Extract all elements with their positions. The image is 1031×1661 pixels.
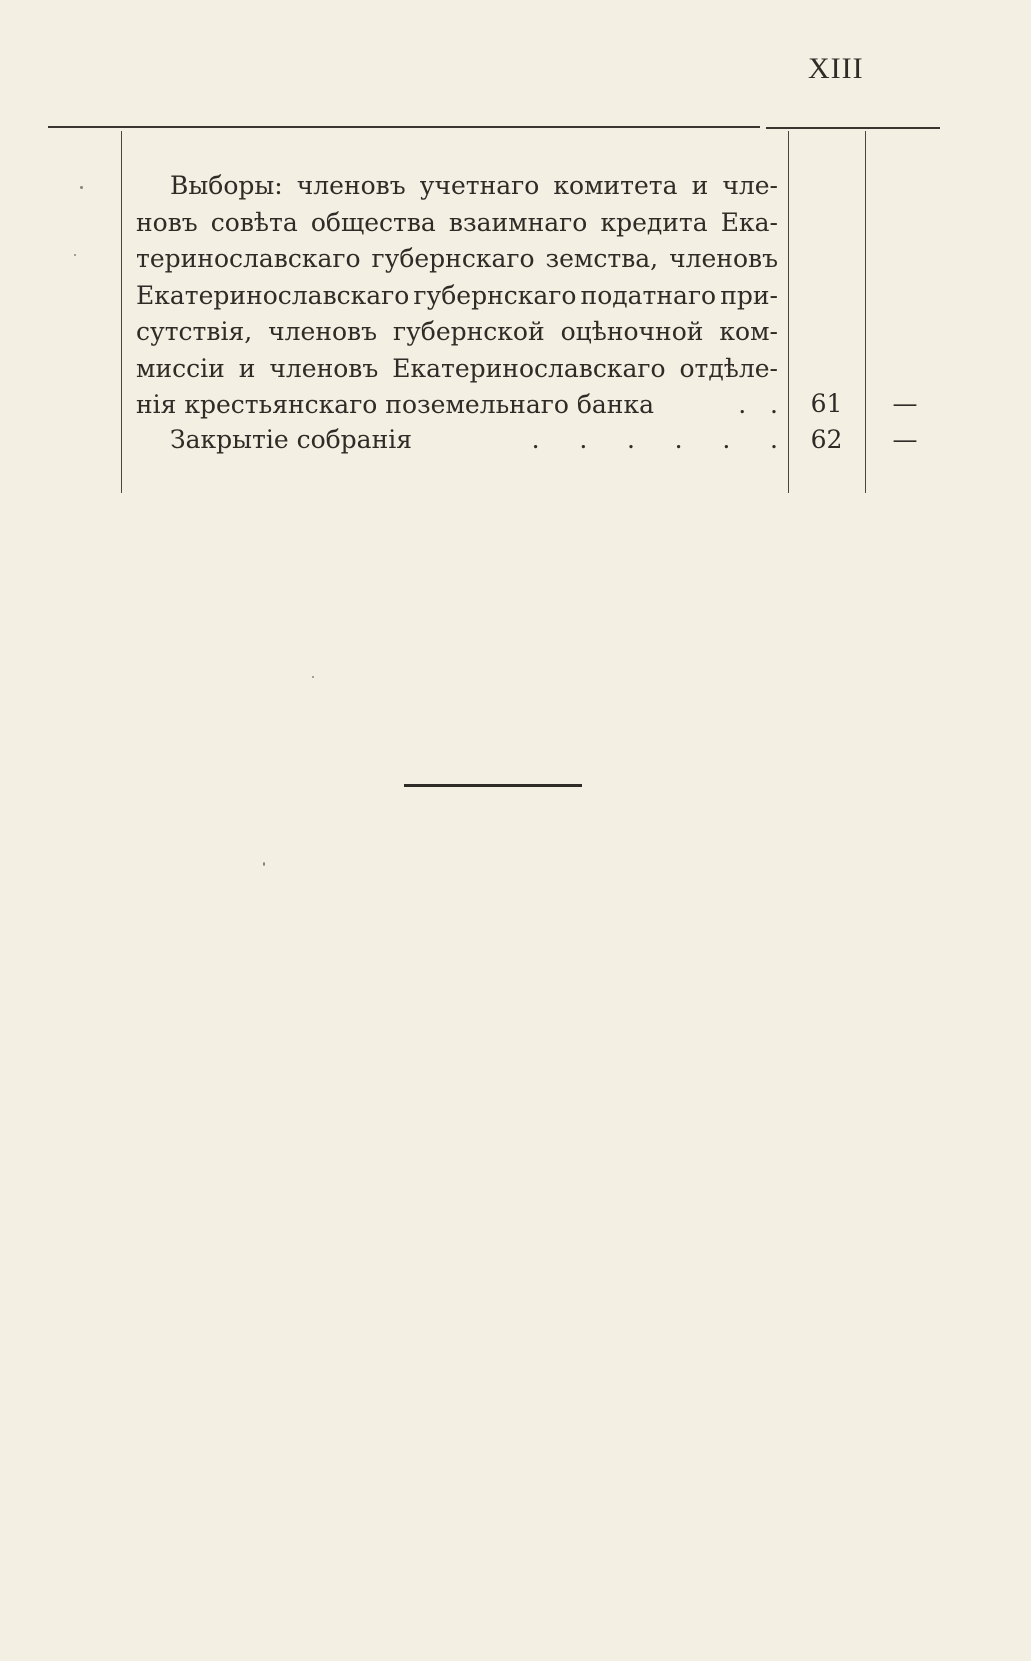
word: членовъ <box>269 353 379 383</box>
paper-speck <box>80 186 83 189</box>
paper-speck <box>263 862 265 866</box>
entry-line <box>136 278 778 315</box>
word: земства, <box>545 244 659 273</box>
entry-line <box>136 314 778 351</box>
top-rule-right <box>766 127 940 129</box>
entry-line-text: нія крестьянскаго поземельнаго банка <box>136 390 654 419</box>
toc-entry-closing <box>136 422 778 458</box>
dot-leader: . . <box>738 390 778 419</box>
word: учетнаго <box>419 171 540 200</box>
word: совѣта <box>210 207 298 237</box>
word: Выборы: <box>170 171 283 200</box>
word: чле- <box>722 171 778 200</box>
word: отдѣле- <box>679 353 778 383</box>
word: миссіи <box>136 353 225 383</box>
paper-speck <box>312 676 314 678</box>
word: общества <box>310 207 436 237</box>
dash-mark: — <box>892 389 918 418</box>
word: комитета <box>553 171 678 200</box>
word: губернской <box>392 317 545 346</box>
page-ref-62: 62 <box>810 425 843 454</box>
word: Ека- <box>720 207 778 237</box>
word: и <box>691 171 709 200</box>
word: членовъ <box>268 317 378 346</box>
toc-entry-elections <box>136 168 778 424</box>
word: сутствія, <box>136 317 253 346</box>
paper-speck <box>74 254 76 256</box>
word: и <box>238 353 256 383</box>
page-number: XIII <box>808 52 864 85</box>
entry-line <box>136 205 778 242</box>
word: губернскаго <box>371 244 535 273</box>
word: губернскаго <box>413 280 577 310</box>
word: членовъ <box>669 244 778 273</box>
page-ref-61: 61 <box>810 389 843 418</box>
dot-leader: . . . . . . <box>531 425 778 454</box>
section-end-rule <box>404 784 582 787</box>
entry-title: Закрытіе собранія <box>170 425 413 454</box>
column-divider-left <box>121 131 122 493</box>
dash-mark: — <box>892 425 918 454</box>
word: ком- <box>719 317 778 346</box>
word: новъ <box>136 207 198 237</box>
word: оцѣночной <box>560 317 704 346</box>
entry-line <box>136 241 778 278</box>
entry-line <box>136 351 778 388</box>
entry-line-last <box>136 387 778 424</box>
word: при- <box>720 280 778 310</box>
word: взаимнаго <box>448 207 588 237</box>
top-rule-left <box>48 126 760 128</box>
word: податнаго <box>580 280 717 310</box>
word: членовъ <box>296 171 406 200</box>
entry-line <box>136 168 778 205</box>
word: теринославскаго <box>136 244 361 273</box>
word: кредита <box>600 207 708 237</box>
word: Екатеринославскаго <box>136 280 410 310</box>
word: Екатеринославскаго <box>392 353 666 383</box>
